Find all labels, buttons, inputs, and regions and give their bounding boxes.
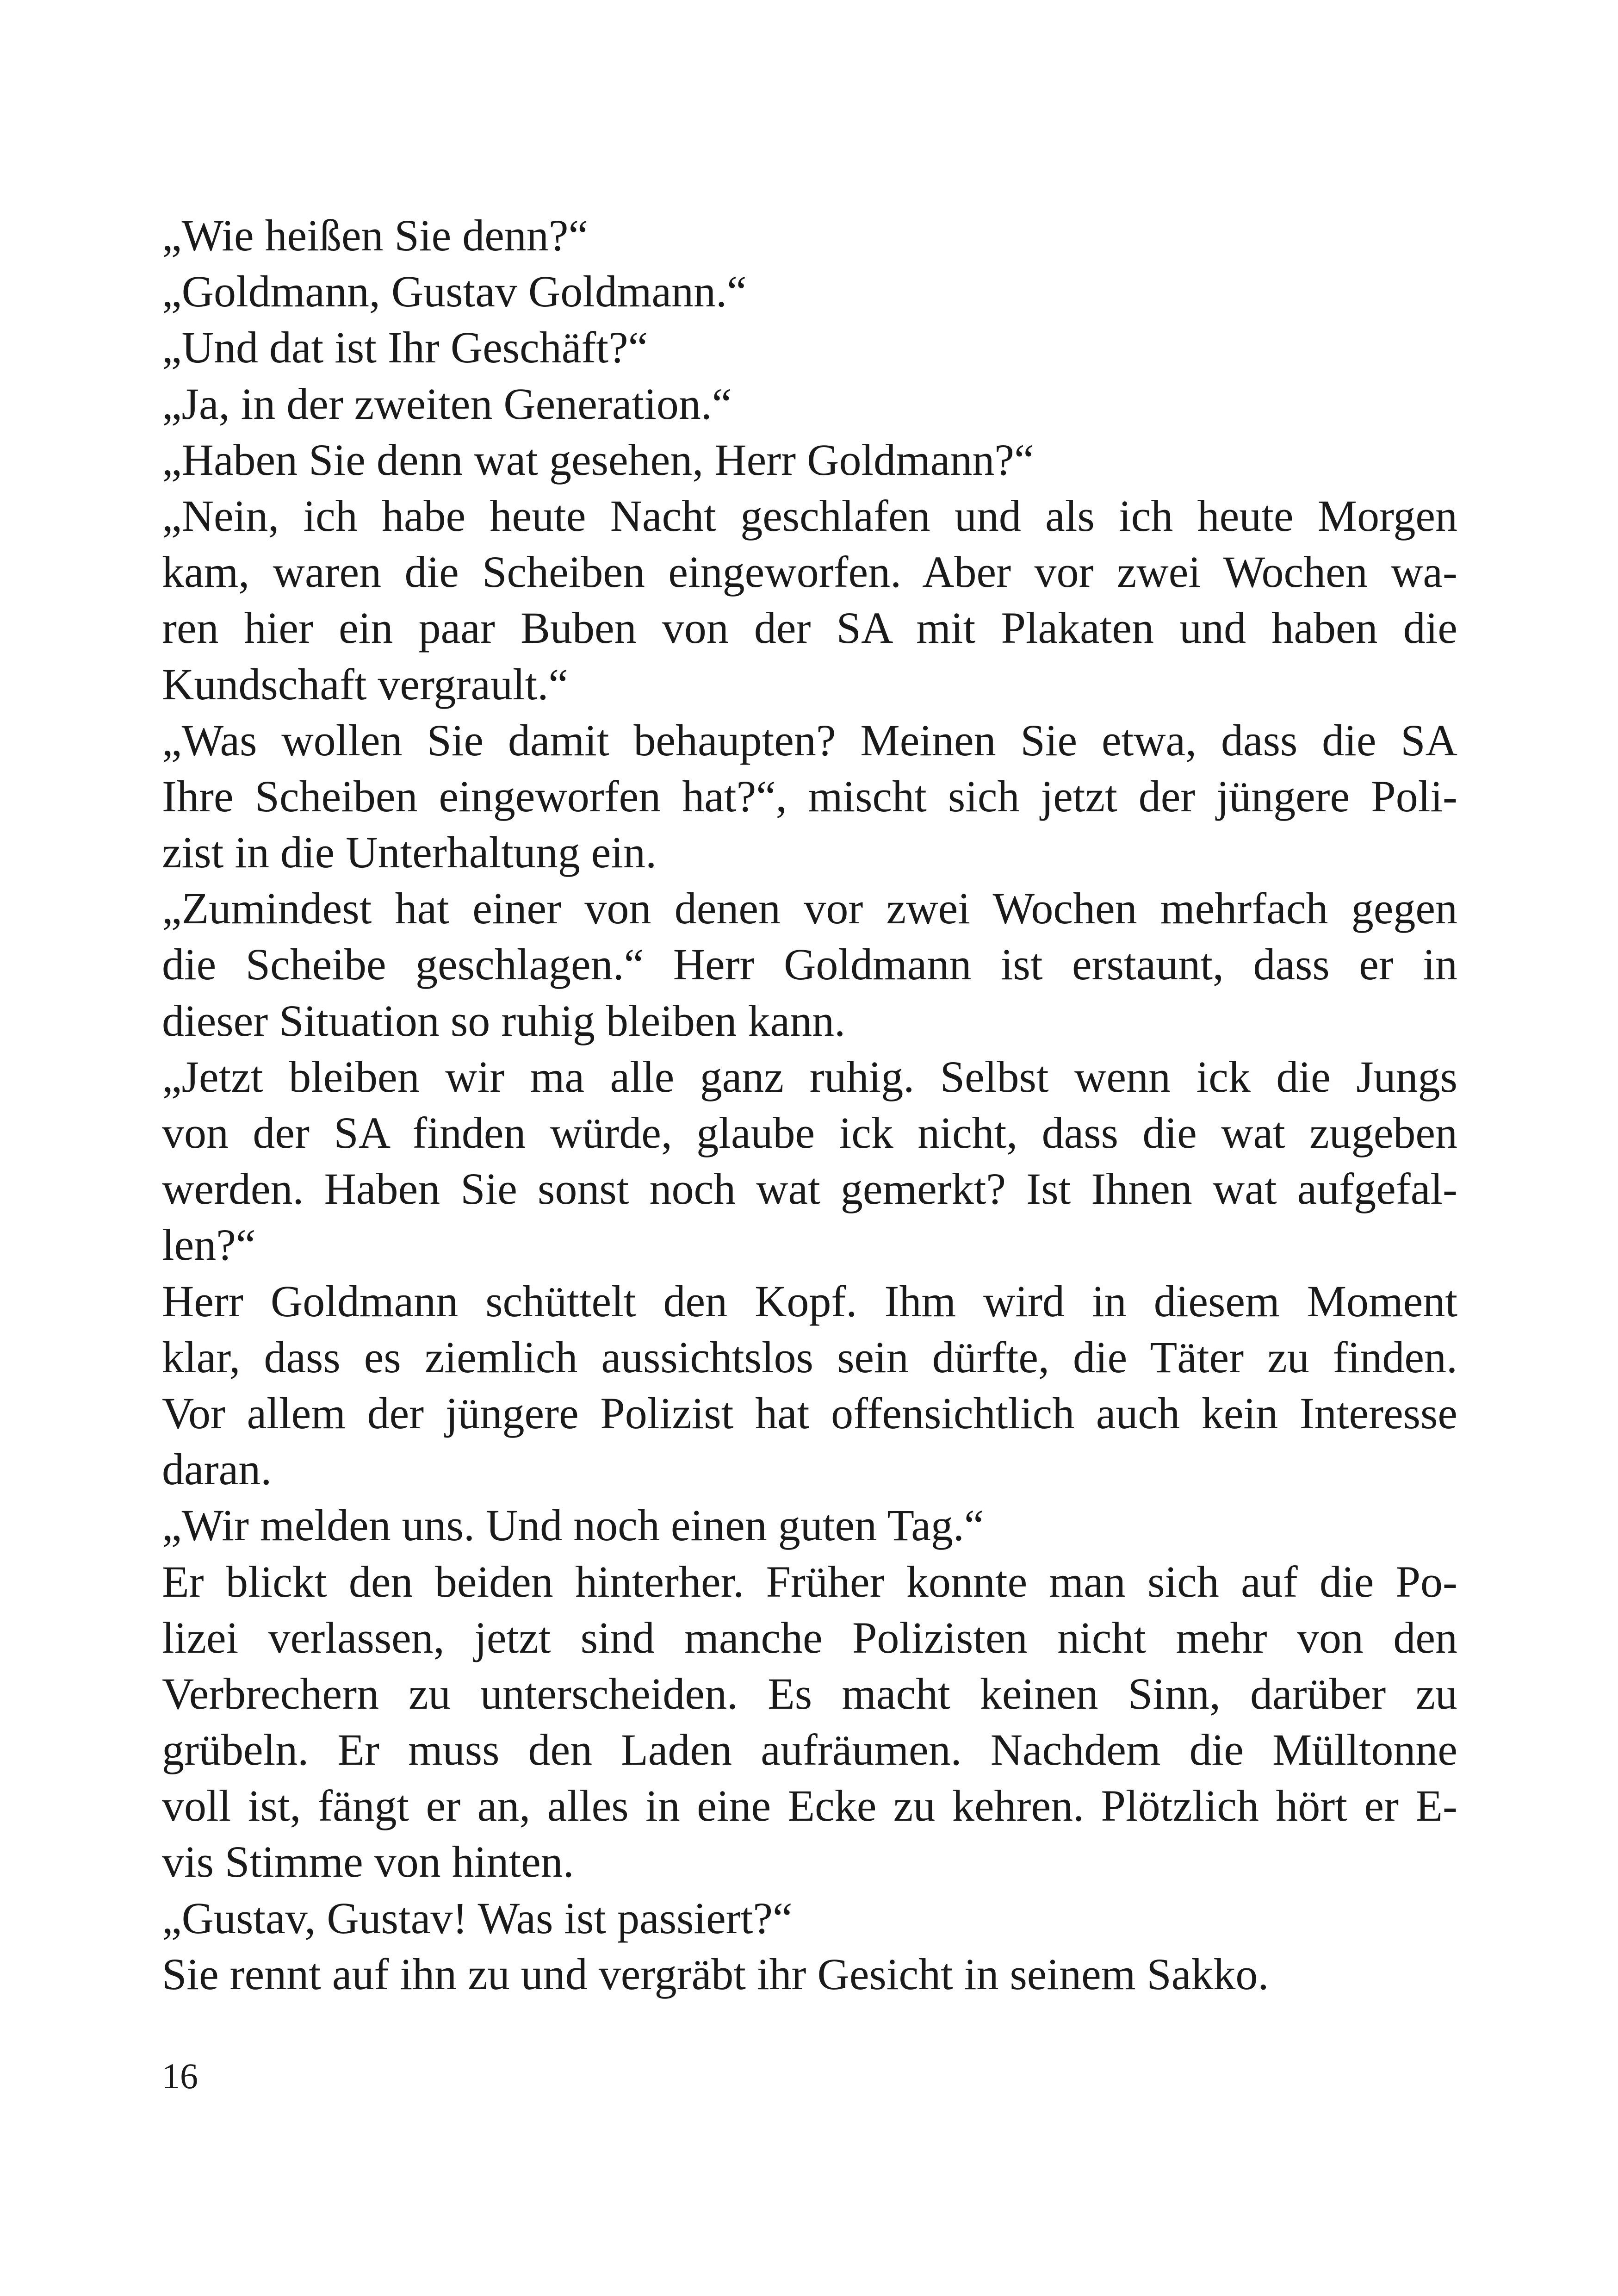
text-line: voll ist, fängt er an, alles in eine Ecke zu kehren. Plötzlich hört er E- (162, 1781, 1457, 1831)
body-text (162, 207, 1457, 2002)
text-line: „Gustav, Gustav! Was ist passiert?“ (162, 1893, 793, 1943)
text-line: „Ja, in der zweiten Generation.“ (162, 379, 732, 429)
text-line: Herr Goldmann schüttelt den Kopf. Ihm wird in diesem Moment (162, 1276, 1457, 1326)
text-line: „Nein, ich habe heute Nacht geschlafen und als ich heute Morgen (162, 491, 1457, 541)
text-line: daran. (162, 1444, 272, 1494)
text-line: von der SA finden würde, glaube ick nicht, dass die wat zugeben (162, 1108, 1457, 1157)
text-line: kam, waren die Scheiben eingeworfen. Aber vor zwei Wochen wa- (162, 547, 1457, 597)
text-line: vis Stimme von hinten. (162, 1837, 574, 1887)
text-line: Verbrechern zu unterscheiden. Es macht keinen Sinn, darüber zu (162, 1668, 1457, 1718)
text-line: klar, dass es ziemlich aussichtslos sein dürfte, die Täter zu finden. (162, 1332, 1457, 1382)
text-line: die Scheibe geschlagen.“ Herr Goldmann ist erstaunt, dass er in (162, 940, 1457, 989)
text-line: dieser Situation so ruhig bleiben kann. (162, 996, 846, 1045)
text-line: Ihre Scheiben eingeworfen hat?“, mischt sich jetzt der jüngere Poli- (162, 771, 1457, 821)
text-line: „Goldmann, Gustav Goldmann.“ (162, 267, 747, 317)
text-line: grübeln. Er muss den Laden aufräumen. Nachdem die Mülltonne (162, 1725, 1457, 1775)
text-line: Vor allem der jüngere Polizist hat offensichtlich auch kein Interesse (162, 1388, 1457, 1438)
text-line: „Wie heißen Sie denn?“ (162, 211, 589, 260)
text-line: Sie rennt auf ihn zu und vergräbt ihr Gesicht in seinem Sakko. (162, 1949, 1269, 1999)
text-line: Er blickt den beiden hinterher. Früher konnte man sich auf die Po- (162, 1556, 1457, 1606)
text-line: „Zumindest hat einer von denen vor zwei Wochen mehrfach gegen (162, 884, 1457, 933)
text-line: len?“ (162, 1220, 256, 1270)
text-line: „Jetzt bleiben wir ma alle ganz ruhig. Selbst wenn ick die Jungs (162, 1052, 1457, 1101)
text-line: zist in die Unterhaltung ein. (162, 828, 657, 877)
text-line: ren hier ein paar Buben von der SA mit Plakaten und haben die (162, 603, 1457, 653)
text-line: werden. Haben Sie sonst noch wat gemerkt? Ist Ihnen wat aufgefal- (162, 1164, 1457, 1214)
text-line: lizei verlassen, jetzt sind manche Polizisten nicht mehr von den (162, 1612, 1457, 1662)
page-number: 16 (162, 2056, 198, 2096)
text-line: „Wir melden uns. Und noch einen guten Tag.“ (162, 1500, 984, 1550)
text-line: „Haben Sie denn wat gesehen, Herr Goldmann?“ (162, 435, 1034, 485)
text-line: „Und dat ist Ihr Geschäft?“ (162, 323, 648, 373)
text-line: Kundschaft vergrault.“ (162, 659, 568, 709)
text-line: „Was wollen Sie damit behaupten? Meinen Sie etwa, dass die SA (162, 715, 1457, 765)
